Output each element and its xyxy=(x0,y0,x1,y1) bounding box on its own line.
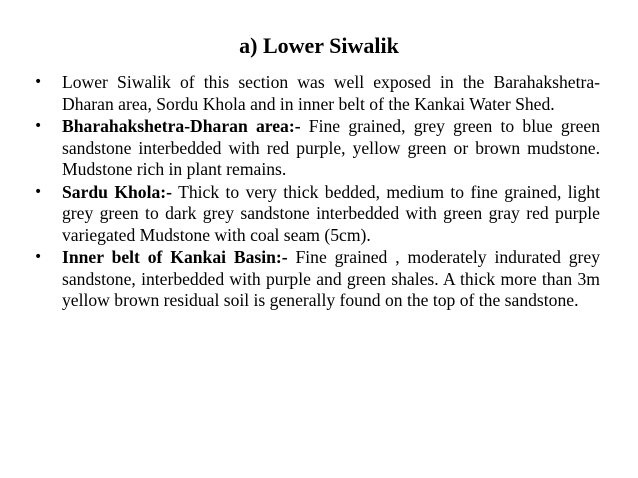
bullet-text: Fine grained , moderately indurated grey sandstone, interbedded with purple and green shales. A thick more than 3m yellow brown residual soil is generally found on the top of the sandstone. xyxy=(62,247,600,310)
bullet-text: Thick to very thick bedded, medium to fine grained, light grey green to dark grey sandstone interbedded with green gray red purple variegated Mudstone with coal seam (5cm). xyxy=(62,181,600,245)
bullet-icon: • xyxy=(34,249,43,265)
bullet-item xyxy=(34,116,600,181)
bullet-icon: • xyxy=(34,74,43,90)
bullet-icon: • xyxy=(34,183,43,200)
bullet-list xyxy=(34,72,600,313)
bullet-item xyxy=(34,72,600,115)
bullet-text: Fine grained, grey green to blue green sandstone interbedded with red purple, yellow green or brown mudstone. Mudstone rich in plant remains. xyxy=(62,116,600,179)
bullet-heading: Inner belt of Kankai Basin:- xyxy=(62,247,288,267)
bullet-icon: • xyxy=(34,118,43,134)
bullet-text: Lower Siwalik of this section was well exposed in the Barahakshetra-Dharan area, Sordu Khola and in inner belt of the Kankai Water Shed. xyxy=(62,72,600,114)
bullet-item xyxy=(34,247,600,312)
bullet-heading: Sardu Khola:- xyxy=(62,181,173,202)
bullet-item xyxy=(34,182,600,247)
slide-title: a) Lower Siwalik xyxy=(239,33,399,58)
bullet-heading: Bharahakshetra-Dharan area:- xyxy=(62,116,301,136)
